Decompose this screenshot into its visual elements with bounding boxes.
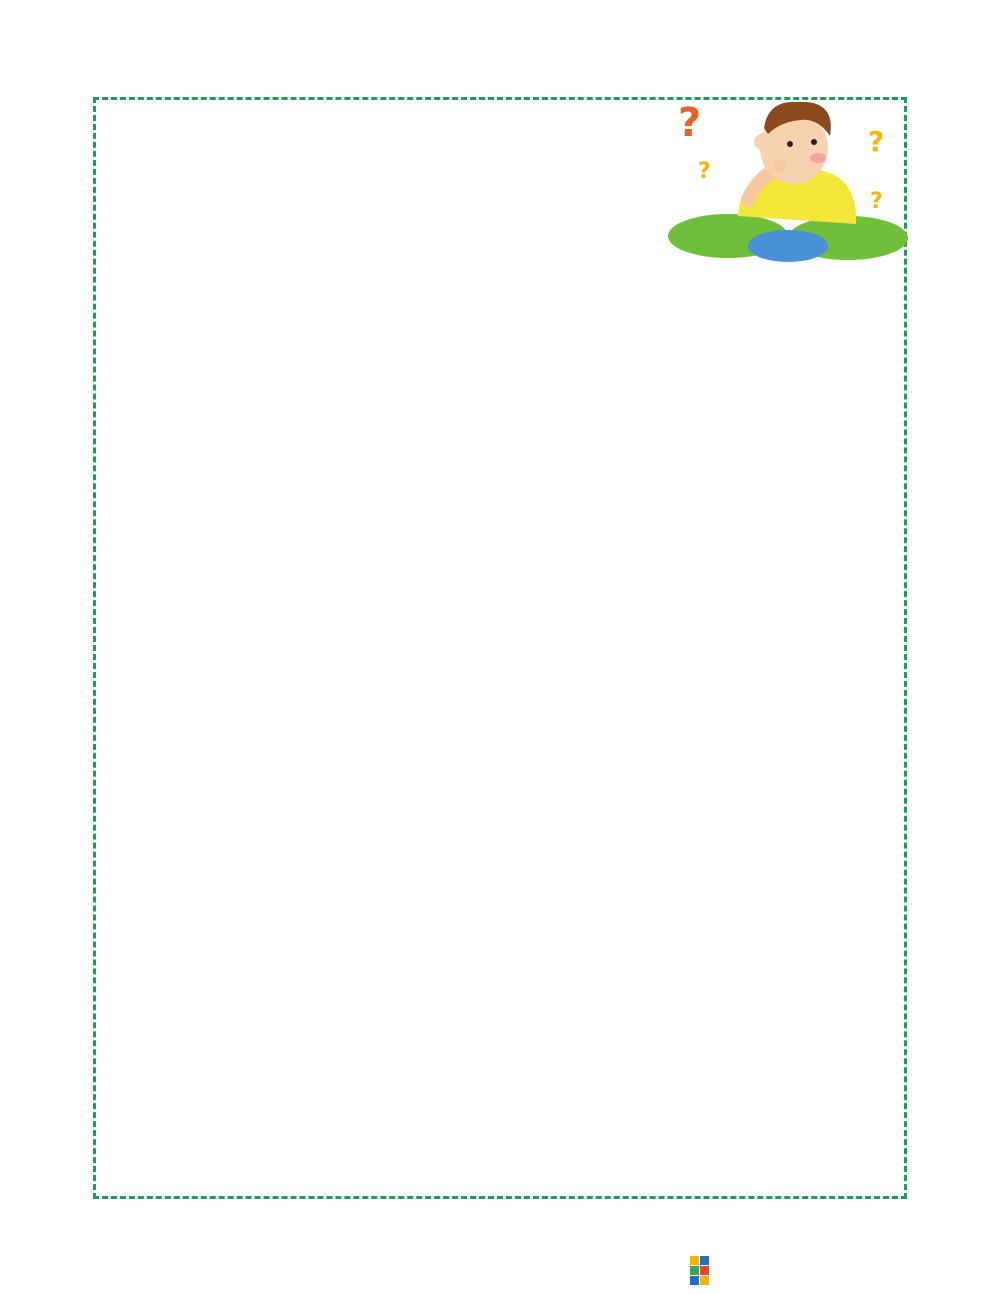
svg-text:?: ? (868, 125, 885, 158)
logo-blocks-icon (690, 1256, 709, 1285)
liveworksheets-logo (690, 1253, 712, 1287)
svg-text:?: ? (870, 189, 883, 214)
svg-text:?: ? (678, 100, 702, 146)
svg-text:?: ? (698, 159, 711, 184)
thinking-boy-illustration (668, 96, 910, 264)
